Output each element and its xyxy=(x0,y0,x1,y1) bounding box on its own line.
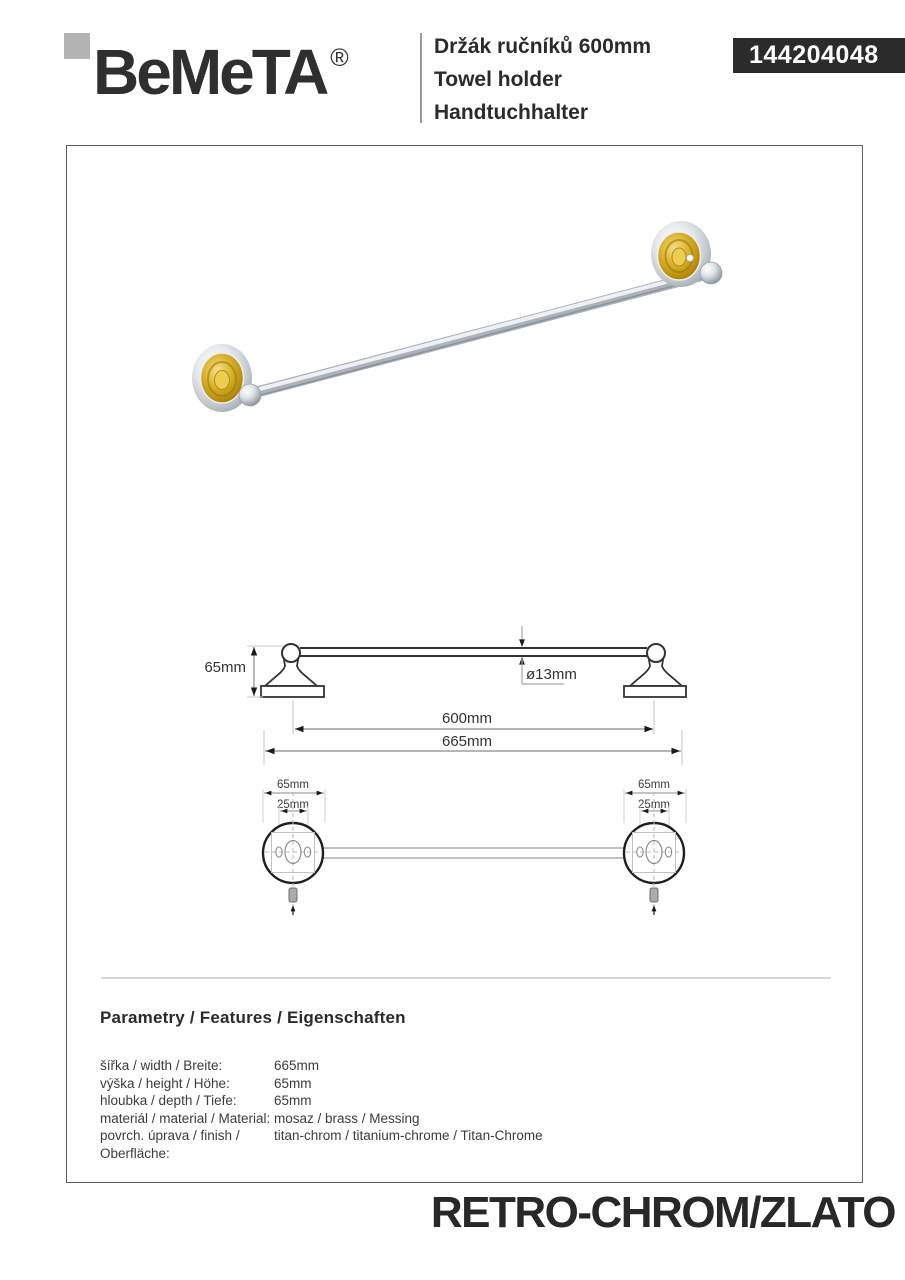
spec-value: 65mm xyxy=(274,1093,312,1109)
wall-anchor-icon xyxy=(650,888,658,902)
product-title-de: Handtuchhalter xyxy=(434,101,589,124)
header-divider xyxy=(420,33,422,123)
brand-logo-text: BeMeTA xyxy=(93,36,327,108)
dimension-overall-width xyxy=(264,730,682,765)
brand-logo xyxy=(93,26,349,108)
front-right-rosette xyxy=(624,779,686,915)
product-titles xyxy=(434,30,651,129)
left-rosette-width-label: 65mm xyxy=(277,779,309,791)
right-rosette-width-label: 65mm xyxy=(638,779,670,791)
product-photo xyxy=(192,221,722,412)
spec-row-depth xyxy=(100,1092,740,1110)
right-hole-spacing-label: 25mm xyxy=(638,799,670,811)
product-code: 144204048 xyxy=(749,41,879,69)
product-title-cs: Držák ručníků 600mm xyxy=(434,35,652,58)
front-left-rosette xyxy=(263,779,325,915)
spec-row-height xyxy=(100,1075,740,1093)
spec-value: titan-chrom / titanium-chrome / Titan-Chrome xyxy=(274,1128,543,1144)
registered-trademark-icon: ® xyxy=(330,44,349,72)
bar-length-label: 600mm xyxy=(441,710,493,727)
spec-label: hloubka / depth / Tiefe: xyxy=(100,1093,237,1109)
spec-label: výška / height / Höhe: xyxy=(100,1075,230,1091)
overall-width-label: 665mm xyxy=(441,733,493,750)
side-view-drawing xyxy=(204,626,686,765)
front-view-drawing xyxy=(263,779,686,915)
brand-logo-square xyxy=(64,33,90,59)
spec-label: šířka / width / Breite: xyxy=(100,1058,223,1073)
left-hole-spacing-label: 25mm xyxy=(277,799,309,811)
product-title-en: Towel holder xyxy=(434,68,562,91)
spec-value: 65mm xyxy=(274,1075,312,1091)
parameters-section xyxy=(100,1008,740,1163)
spec-value: 665mm xyxy=(274,1058,320,1073)
series-name: RETRO-CHROM/ZLATO xyxy=(430,1188,895,1237)
side-height-label: 65mm xyxy=(204,659,246,676)
spec-row-finish xyxy=(100,1127,740,1162)
wall-anchor-icon xyxy=(289,888,297,902)
spec-label: materiál / material / Material: xyxy=(100,1110,271,1126)
spec-row-material xyxy=(100,1110,740,1128)
parameters-heading: Parametry / Features / Eigenschaften xyxy=(100,1008,406,1027)
spec-row-width xyxy=(100,1057,740,1075)
spec-label: povrch. úprava / finish / Oberfläche: xyxy=(100,1128,240,1161)
dimension-bar-length xyxy=(293,700,654,734)
spec-value: mosaz / brass / Messing xyxy=(274,1110,420,1126)
bar-diameter-label: ø13mm xyxy=(526,666,577,683)
spec-table xyxy=(100,1057,740,1163)
product-code-badge xyxy=(733,38,905,73)
